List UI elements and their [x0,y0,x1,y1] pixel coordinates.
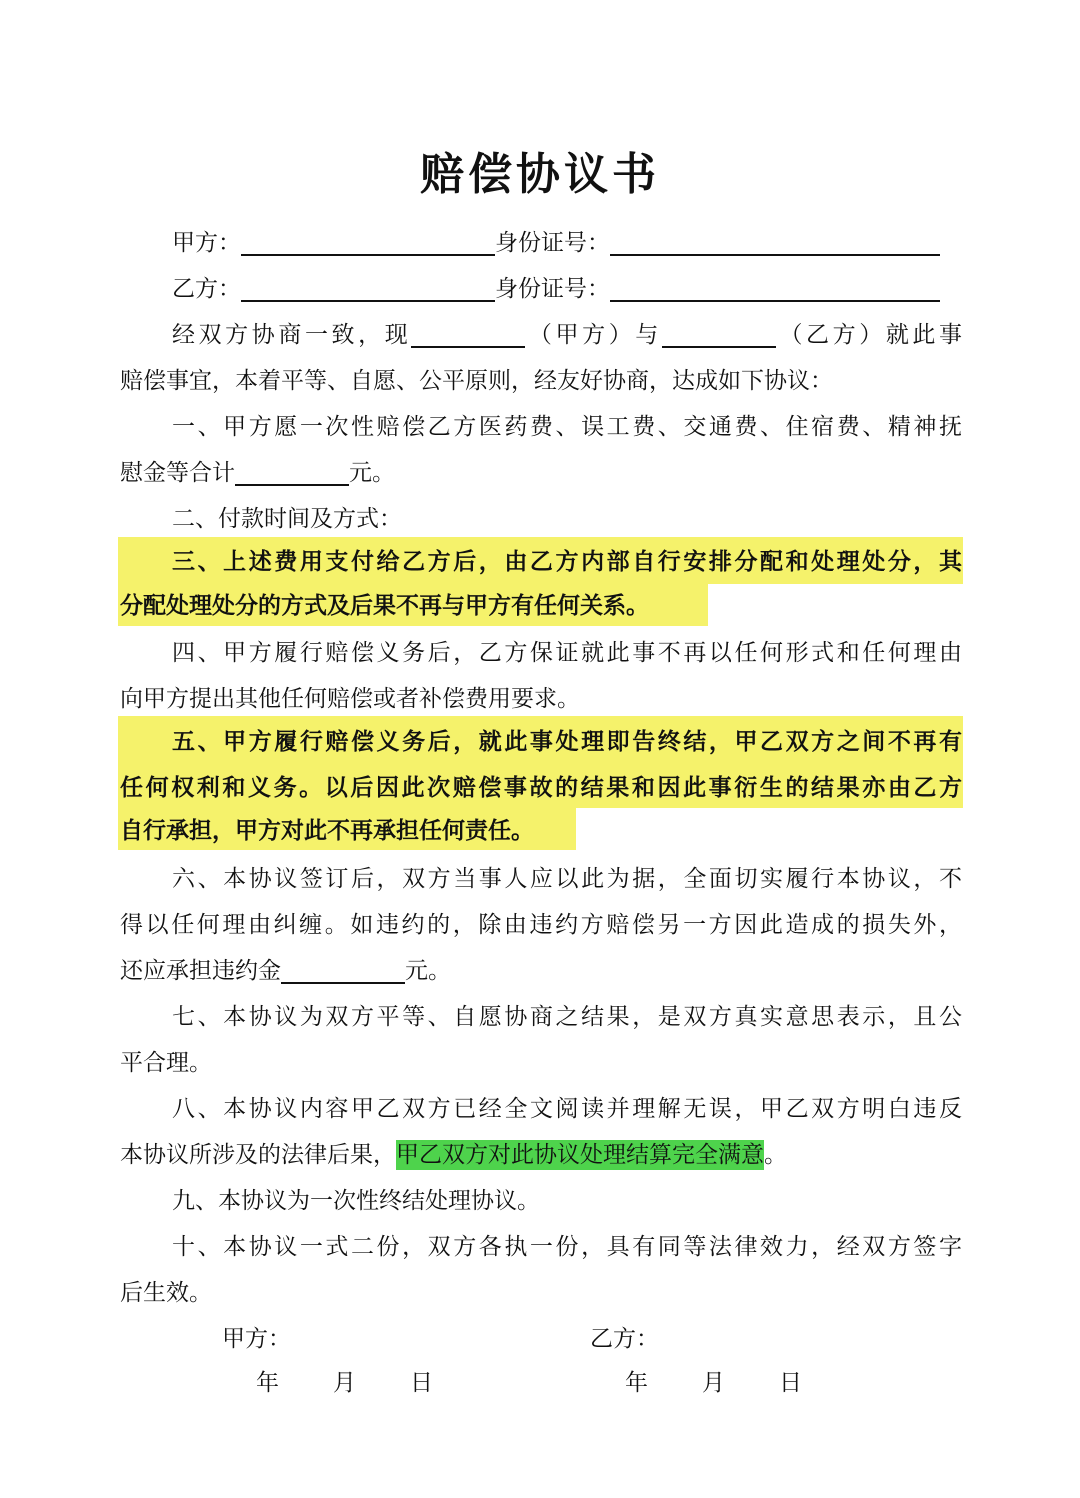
compensation-amount-blank[interactable] [235,454,349,486]
clause-5-line-3: 自行承担，甲方对此不再承担任何责任。 [120,817,534,844]
clause-6-line-3 [120,948,962,994]
clause-5-line-2: 任何权利和义务。以后因此次赔偿事故的结果和因此事衍生的结果亦由乙方 [120,774,962,801]
clause-4-line-1: 四、甲方履行赔偿义务后，乙方保证就此事不再以任何形式和任何理由 [172,640,962,666]
clause-6-line-2: 得以任何理由纠缠。如违约的，除由违约方赔偿另一方因此造成的损失外， [120,912,962,938]
penalty-amount-blank[interactable] [281,952,405,984]
clause-6-text-b: 元。 [405,958,451,984]
clause-7-line-1: 七、本协议为双方平等、自愿协商之结果，是双方真实意思表示，且公 [172,1004,962,1030]
party-b-name-blank[interactable] [241,270,495,302]
intro-line-2: 赔偿事宜，本着平等、自愿、公平原则，经友好协商，达成如下协议： [120,368,833,394]
party-a-row [172,220,962,266]
clause-8-text-a: 本协议所涉及的法律后果， [120,1142,396,1168]
intro-line-1 [172,312,962,358]
clause-10-line-2: 后生效。 [120,1280,212,1306]
date-a-year: 年 [256,1370,279,1396]
intro-text-a: 经双方协商一致，现 [172,322,412,348]
clause-6-line-1: 六、本协议签订后，双方当事人应以此为据，全面切实履行本协议，不 [172,866,962,892]
clause-1-text-b: 元。 [349,460,395,486]
date-a-day: 日 [410,1370,433,1396]
intro-party-b-blank[interactable] [662,316,776,348]
intro-party-a-blank[interactable] [411,316,525,348]
clause-8-line-2 [120,1132,962,1178]
clause-8-text-c: 。 [764,1142,787,1168]
clause-1-line-2 [120,450,962,496]
date-b-day: 日 [779,1370,802,1396]
party-b-id-blank[interactable] [610,270,940,302]
party-a-name-blank[interactable] [241,224,495,256]
clause-2: 二、付款时间及方式： [172,506,402,532]
party-a-id-label: 身份证号： [495,230,610,256]
party-b-label: 乙方： [172,276,241,302]
date-b-month: 月 [702,1370,725,1396]
party-a-id-blank[interactable] [610,224,940,256]
document-title: 赔偿协议书 [420,149,660,200]
signature-party-a-label: 甲方： [222,1326,291,1352]
signature-party-b-label: 乙方： [590,1326,659,1352]
clause-1-text-a: 慰金等合计 [120,460,235,486]
clause-5-line-1: 五、甲方履行赔偿义务后，就此事处理即告终结，甲乙双方之间不再有 [172,728,962,755]
clause-3-line-1: 三、上述费用支付给乙方后，由乙方内部自行安排分配和处理处分，其 [172,548,962,575]
clause-8-green-highlight: 甲乙双方对此协议处理结算完全满意 [396,1142,764,1168]
date-a-month: 月 [333,1370,356,1396]
party-b-row [172,266,962,312]
clause-1-line-1: 一、甲方愿一次性赔偿乙方医药费、误工费、交通费、住宿费、精神抚 [172,414,962,440]
clause-3-line-2: 分配处理处分的方式及后果不再与甲方有任何关系。 [120,592,649,619]
date-b-year: 年 [625,1370,648,1396]
intro-text-c: （乙方）就此事 [775,322,963,348]
party-a-label: 甲方： [172,230,241,256]
clause-10-line-1: 十、本协议一式二份，双方各执一份，具有同等法律效力，经双方签字 [172,1234,962,1260]
intro-text-b: （甲方）与 [525,322,662,348]
clause-8-line-1: 八、本协议内容甲乙双方已经全文阅读并理解无误，甲乙双方明白违反 [172,1096,962,1122]
clause-6-text-a: 还应承担违约金 [120,958,281,984]
party-b-id-label: 身份证号： [495,276,610,302]
clause-7-line-2: 平合理。 [120,1050,212,1076]
clause-4-line-2: 向甲方提出其他任何赔偿或者补偿费用要求。 [120,686,580,712]
clause-9: 九、本协议为一次性终结处理协议。 [172,1188,540,1214]
